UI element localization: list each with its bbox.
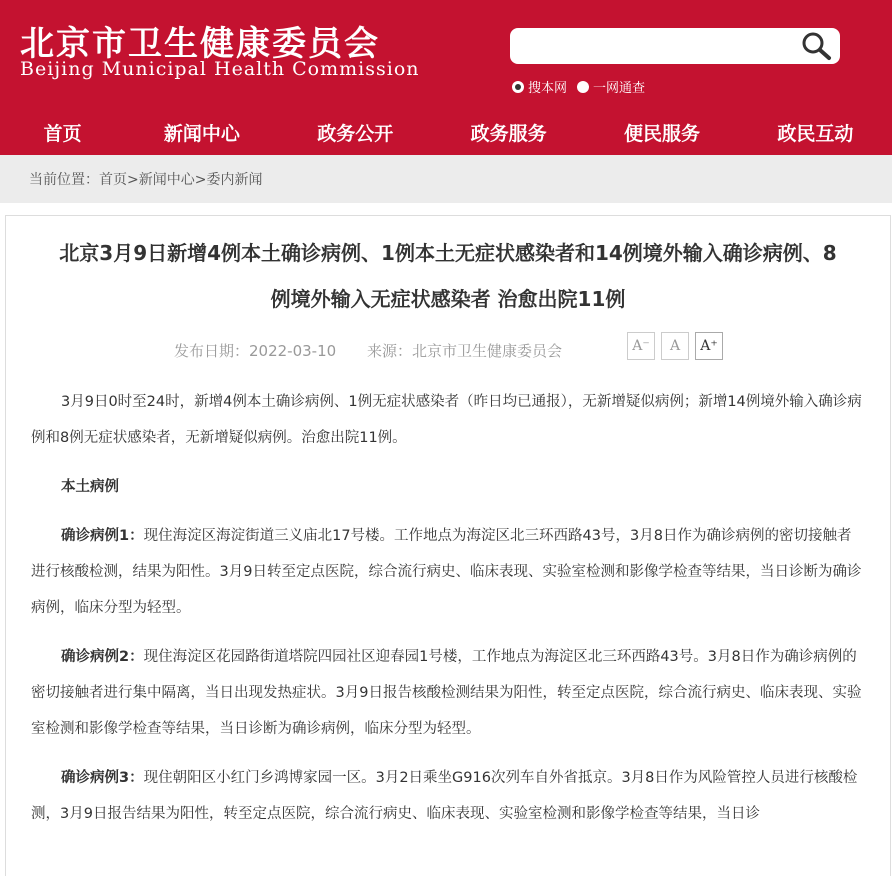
site-header — [0, 0, 892, 155]
article-title — [30, 230, 866, 322]
breadcrumb-news[interactable]: 新闻中心 — [138, 172, 195, 188]
case-paragraph — [31, 639, 865, 747]
case-text: 现住海淀区海淀街道三义庙北17号楼。工作地点为海淀区北三环西路43号，3月8日作为确诊病例的密切接触者进行核酸检测，结果为阳性。3月9日转至定点医院，综合流行病史、临床表现、实验室检测和影像学检查等结果，当日诊断为确诊病例，临床分型为轻型。 — [31, 528, 862, 616]
case-text: 现住朝阳区小红门乡鸿博家园一区。3月2日乘坐G916次列车自外省抵京。3月8日作为风险管控人员进行核酸检测，3月9日报告结果为阳性，转至定点医院，综合流行病史、临床表现、实验室检测和影像学检查等结果，当日诊 — [31, 770, 858, 822]
radio-unselected-icon[interactable] — [577, 81, 589, 93]
case-paragraph — [31, 760, 865, 832]
case-label: 确诊病例3： — [61, 770, 144, 786]
nav-news[interactable]: 新闻中心 — [163, 123, 240, 145]
breadcrumb-separator: > — [127, 172, 139, 188]
search-icon[interactable] — [800, 31, 832, 61]
nav-gov-affairs[interactable]: 政务公开 — [317, 123, 394, 145]
font-size-controls — [627, 332, 723, 360]
search-input[interactable] — [520, 32, 794, 62]
nav-gov-services[interactable]: 政务服务 — [470, 123, 547, 145]
site-title-en[interactable]: Beijing Municipal Health Commission — [20, 58, 420, 80]
breadcrumb-separator: > — [194, 172, 207, 188]
nav-interaction[interactable]: 政民互动 — [777, 123, 854, 145]
radio-selected-icon[interactable] — [512, 81, 524, 93]
breadcrumb-internal-news[interactable]: 委内新闻 — [206, 172, 263, 188]
intro-paragraph: 3月9日0时至24时，新增4例本土确诊病例、1例无症状感染者（昨日均已通报），无新增疑似病例；新增14例境外输入确诊病例和8例无症状感染者，无新增疑似病例。治愈出院11例。 — [31, 394, 862, 446]
scope-site-label: 搜本网 — [528, 81, 568, 96]
case-paragraph — [31, 518, 865, 626]
main-nav — [0, 114, 892, 154]
article-title-line1: 北京3月9日新增4例本土确诊病例、1例本土无症状感染者和14例境外输入确诊病例、8 — [59, 241, 837, 265]
article — [5, 215, 891, 876]
font-default-button[interactable]: A — [661, 332, 689, 360]
site-title-cn[interactable]: 北京市卫生健康委员会 — [20, 24, 380, 64]
article-body — [6, 384, 890, 832]
case-label: 确诊病例2： — [61, 649, 144, 665]
publish-date: 发布日期：2022-03-10 — [174, 342, 337, 360]
scope-all-label: 一网通查 — [593, 81, 646, 96]
breadcrumb — [0, 155, 892, 203]
scope-all-option[interactable] — [577, 77, 645, 96]
search-scope — [512, 77, 645, 96]
search-box — [510, 28, 840, 64]
section-heading: 本土病例 — [61, 479, 119, 495]
article-source: 来源：北京市卫生健康委员会 — [366, 342, 562, 360]
case-label: 确诊病例1： — [61, 528, 144, 544]
scope-site-option[interactable] — [512, 77, 567, 96]
case-text: 现住海淀区花园路街道塔院四园社区迎春园1号楼，工作地点为海淀区北三环西路43号。3月8日作为确诊病例的密切接触者进行集中隔离，当日出现发热症状。3月9日报告核酸检测结果为阳性，转至定点医院，综合流行病史、临床表现、实验室检测和影像学检查等结果，当日诊断为确诊病例，临床分型为轻型。 — [31, 649, 862, 737]
nav-home[interactable]: 首页 — [43, 123, 82, 145]
font-decrease-button[interactable]: A⁻ — [627, 332, 655, 360]
article-title-line2: 例境外输入无症状感染者 治愈出院11例 — [270, 287, 626, 311]
breadcrumb-label: 当前位置： — [29, 172, 99, 188]
nav-public-services[interactable]: 便民服务 — [623, 123, 700, 145]
font-increase-button[interactable]: A⁺ — [695, 332, 723, 360]
breadcrumb-home[interactable]: 首页 — [99, 172, 127, 188]
article-meta — [6, 330, 890, 370]
